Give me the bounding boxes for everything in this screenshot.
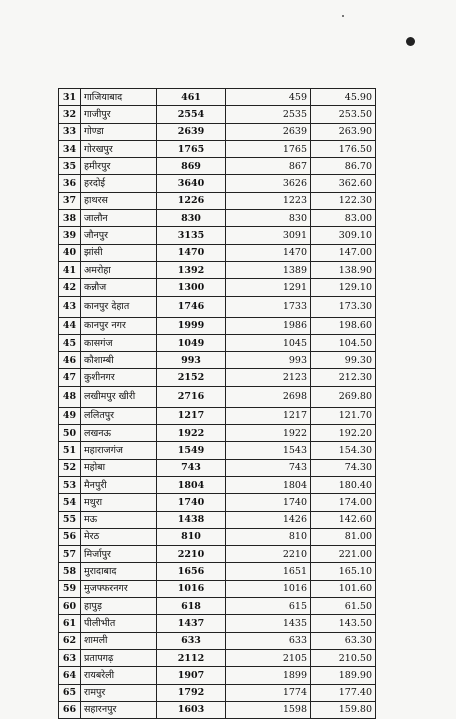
- value-column-2-cell: 2535: [226, 106, 311, 123]
- value-column-3-cell: 74.30: [311, 459, 376, 476]
- table-row: [59, 580, 376, 597]
- value-column-3-cell: 142.60: [311, 511, 376, 528]
- table-row: [59, 386, 376, 407]
- district-name-cell: गाजीपुर: [81, 106, 157, 123]
- serial-number-cell: 59: [59, 580, 81, 597]
- district-name-cell: कन्नौज: [81, 279, 157, 296]
- district-name-cell: रायबरेली: [81, 667, 157, 684]
- district-name-cell: शामली: [81, 632, 157, 649]
- value-column-3-cell: 176.50: [311, 140, 376, 157]
- serial-number-cell: 38: [59, 210, 81, 227]
- value-column-2-cell: 1223: [226, 192, 311, 209]
- value-column-3-cell: 83.00: [311, 210, 376, 227]
- value-column-3-cell: 192.20: [311, 425, 376, 442]
- table-row: [59, 106, 376, 123]
- district-name-cell: कुशीनगर: [81, 369, 157, 386]
- value-column-3-cell: 45.90: [311, 89, 376, 106]
- serial-number-cell: 54: [59, 494, 81, 511]
- value-column-1-cell: 1049: [157, 334, 226, 351]
- value-column-3-cell: 309.10: [311, 227, 376, 244]
- value-column-2-cell: 1774: [226, 684, 311, 701]
- serial-number-cell: 39: [59, 227, 81, 244]
- value-column-2-cell: 1922: [226, 425, 311, 442]
- value-column-2-cell: 1045: [226, 334, 311, 351]
- table-body: [59, 89, 376, 719]
- table-row: [59, 140, 376, 157]
- value-column-3-cell: 99.30: [311, 352, 376, 369]
- value-column-2-cell: 2639: [226, 123, 311, 140]
- value-column-3-cell: 212.30: [311, 369, 376, 386]
- table-row: [59, 667, 376, 684]
- value-column-1-cell: 618: [157, 598, 226, 615]
- district-name-cell: मिर्जापुर: [81, 546, 157, 563]
- table-row: [59, 407, 376, 424]
- value-column-1-cell: 461: [157, 89, 226, 106]
- value-column-3-cell: 362.60: [311, 175, 376, 192]
- table-row: [59, 701, 376, 718]
- scan-dot: [406, 37, 415, 46]
- value-column-3-cell: 189.90: [311, 667, 376, 684]
- table-row: [59, 476, 376, 493]
- serial-number-cell: 63: [59, 649, 81, 666]
- serial-number-cell: 32: [59, 106, 81, 123]
- serial-number-cell: 58: [59, 563, 81, 580]
- table-row: [59, 158, 376, 175]
- value-column-2-cell: 1598: [226, 701, 311, 718]
- value-column-3-cell: 122.30: [311, 192, 376, 209]
- table-row: [59, 684, 376, 701]
- value-column-3-cell: 143.50: [311, 615, 376, 632]
- value-column-1-cell: 2152: [157, 369, 226, 386]
- table-row: [59, 615, 376, 632]
- value-column-1-cell: 633: [157, 632, 226, 649]
- table-row: [59, 511, 376, 528]
- district-name-cell: लखनऊ: [81, 425, 157, 442]
- table-row: [59, 352, 376, 369]
- value-column-2-cell: 1470: [226, 244, 311, 261]
- value-column-2-cell: 459: [226, 89, 311, 106]
- value-column-1-cell: 830: [157, 210, 226, 227]
- value-column-1-cell: 1792: [157, 684, 226, 701]
- value-column-2-cell: 1765: [226, 140, 311, 157]
- serial-number-cell: 37: [59, 192, 81, 209]
- value-column-2-cell: 1217: [226, 407, 311, 424]
- district-table: [58, 88, 376, 719]
- value-column-2-cell: 1426: [226, 511, 311, 528]
- value-column-1-cell: 1392: [157, 261, 226, 278]
- value-column-2-cell: 743: [226, 459, 311, 476]
- table-row: [59, 442, 376, 459]
- serial-number-cell: 51: [59, 442, 81, 459]
- serial-number-cell: 49: [59, 407, 81, 424]
- table-row: [59, 261, 376, 278]
- value-column-2-cell: 633: [226, 632, 311, 649]
- value-column-3-cell: 81.00: [311, 528, 376, 545]
- table-row: [59, 175, 376, 192]
- serial-number-cell: 40: [59, 244, 81, 261]
- table-row: [59, 244, 376, 261]
- serial-number-cell: 52: [59, 459, 81, 476]
- value-column-1-cell: 743: [157, 459, 226, 476]
- serial-number-cell: 36: [59, 175, 81, 192]
- value-column-3-cell: 147.00: [311, 244, 376, 261]
- district-name-cell: मुजफ्फरनगर: [81, 580, 157, 597]
- value-column-2-cell: 1543: [226, 442, 311, 459]
- table-row: [59, 528, 376, 545]
- value-column-2-cell: 1016: [226, 580, 311, 597]
- value-column-1-cell: 1217: [157, 407, 226, 424]
- serial-number-cell: 53: [59, 476, 81, 493]
- value-column-2-cell: 2210: [226, 546, 311, 563]
- value-column-3-cell: 121.70: [311, 407, 376, 424]
- table-row: [59, 192, 376, 209]
- value-column-1-cell: 2554: [157, 106, 226, 123]
- value-column-3-cell: 129.10: [311, 279, 376, 296]
- value-column-1-cell: 869: [157, 158, 226, 175]
- table-row: [59, 649, 376, 666]
- value-column-1-cell: 1804: [157, 476, 226, 493]
- value-column-3-cell: 263.90: [311, 123, 376, 140]
- value-column-1-cell: 1549: [157, 442, 226, 459]
- value-column-2-cell: 1389: [226, 261, 311, 278]
- value-column-2-cell: 1435: [226, 615, 311, 632]
- district-name-cell: ललितपुर: [81, 407, 157, 424]
- value-column-1-cell: 2716: [157, 386, 226, 407]
- value-column-1-cell: 993: [157, 352, 226, 369]
- table-row: [59, 546, 376, 563]
- value-column-3-cell: 104.50: [311, 334, 376, 351]
- table-row: [59, 89, 376, 106]
- value-column-1-cell: 1740: [157, 494, 226, 511]
- value-column-1-cell: 1656: [157, 563, 226, 580]
- table-row: [59, 369, 376, 386]
- serial-number-cell: 41: [59, 261, 81, 278]
- value-column-1-cell: 2112: [157, 649, 226, 666]
- scan-speck: [342, 15, 344, 17]
- value-column-1-cell: 2639: [157, 123, 226, 140]
- district-name-cell: मैनपुरी: [81, 476, 157, 493]
- district-name-cell: हमीरपुर: [81, 158, 157, 175]
- serial-number-cell: 64: [59, 667, 81, 684]
- table-row: [59, 227, 376, 244]
- serial-number-cell: 46: [59, 352, 81, 369]
- value-column-1-cell: 3640: [157, 175, 226, 192]
- value-column-1-cell: 1999: [157, 317, 226, 334]
- district-name-cell: हापुड़: [81, 598, 157, 615]
- table-row: [59, 317, 376, 334]
- district-name-cell: लखीमपुर खीरी: [81, 386, 157, 407]
- district-name-cell: कासगंज: [81, 334, 157, 351]
- value-column-2-cell: 1740: [226, 494, 311, 511]
- table-row: [59, 210, 376, 227]
- district-name-cell: रामपुर: [81, 684, 157, 701]
- value-column-2-cell: 867: [226, 158, 311, 175]
- serial-number-cell: 44: [59, 317, 81, 334]
- table-row: [59, 459, 376, 476]
- serial-number-cell: 60: [59, 598, 81, 615]
- value-column-2-cell: 2123: [226, 369, 311, 386]
- table-row: [59, 632, 376, 649]
- serial-number-cell: 47: [59, 369, 81, 386]
- value-column-3-cell: 253.50: [311, 106, 376, 123]
- value-column-3-cell: 177.40: [311, 684, 376, 701]
- district-name-cell: महोबा: [81, 459, 157, 476]
- table-row: [59, 494, 376, 511]
- value-column-1-cell: 1300: [157, 279, 226, 296]
- serial-number-cell: 34: [59, 140, 81, 157]
- district-name-cell: मऊ: [81, 511, 157, 528]
- table-row: [59, 425, 376, 442]
- serial-number-cell: 56: [59, 528, 81, 545]
- value-column-2-cell: 2105: [226, 649, 311, 666]
- serial-number-cell: 35: [59, 158, 81, 175]
- value-column-3-cell: 165.10: [311, 563, 376, 580]
- table-row: [59, 279, 376, 296]
- serial-number-cell: 48: [59, 386, 81, 407]
- table-row: [59, 296, 376, 317]
- value-column-2-cell: 1804: [226, 476, 311, 493]
- value-column-2-cell: 2698: [226, 386, 311, 407]
- table-row: [59, 563, 376, 580]
- value-column-3-cell: 63.30: [311, 632, 376, 649]
- serial-number-cell: 31: [59, 89, 81, 106]
- serial-number-cell: 50: [59, 425, 81, 442]
- value-column-2-cell: 1733: [226, 296, 311, 317]
- serial-number-cell: 43: [59, 296, 81, 317]
- table-row: [59, 123, 376, 140]
- district-name-cell: जौनपुर: [81, 227, 157, 244]
- serial-number-cell: 45: [59, 334, 81, 351]
- serial-number-cell: 57: [59, 546, 81, 563]
- serial-number-cell: 55: [59, 511, 81, 528]
- value-column-2-cell: 1651: [226, 563, 311, 580]
- table-row: [59, 334, 376, 351]
- value-column-3-cell: 269.80: [311, 386, 376, 407]
- value-column-3-cell: 86.70: [311, 158, 376, 175]
- value-column-2-cell: 615: [226, 598, 311, 615]
- district-name-cell: हरदोई: [81, 175, 157, 192]
- value-column-3-cell: 198.60: [311, 317, 376, 334]
- district-name-cell: प्रतापगढ़: [81, 649, 157, 666]
- district-name-cell: गाजियाबाद: [81, 89, 157, 106]
- value-column-1-cell: 1470: [157, 244, 226, 261]
- value-column-1-cell: 1603: [157, 701, 226, 718]
- serial-number-cell: 33: [59, 123, 81, 140]
- value-column-1-cell: 1226: [157, 192, 226, 209]
- value-column-3-cell: 154.30: [311, 442, 376, 459]
- serial-number-cell: 66: [59, 701, 81, 718]
- district-name-cell: कानपुर नगर: [81, 317, 157, 334]
- value-column-3-cell: 174.00: [311, 494, 376, 511]
- district-name-cell: मथुरा: [81, 494, 157, 511]
- value-column-2-cell: 993: [226, 352, 311, 369]
- value-column-1-cell: 1746: [157, 296, 226, 317]
- value-column-3-cell: 159.80: [311, 701, 376, 718]
- value-column-3-cell: 221.00: [311, 546, 376, 563]
- district-name-cell: सहारनपुर: [81, 701, 157, 718]
- serial-number-cell: 61: [59, 615, 81, 632]
- value-column-1-cell: 1765: [157, 140, 226, 157]
- value-column-2-cell: 1899: [226, 667, 311, 684]
- district-name-cell: मुरादाबाद: [81, 563, 157, 580]
- value-column-3-cell: 173.30: [311, 296, 376, 317]
- value-column-2-cell: 3091: [226, 227, 311, 244]
- district-name-cell: पीलीभीत: [81, 615, 157, 632]
- district-name-cell: मेरठ: [81, 528, 157, 545]
- district-name-cell: जालौन: [81, 210, 157, 227]
- value-column-1-cell: 1016: [157, 580, 226, 597]
- value-column-1-cell: 2210: [157, 546, 226, 563]
- district-name-cell: झांसी: [81, 244, 157, 261]
- serial-number-cell: 42: [59, 279, 81, 296]
- value-column-1-cell: 1922: [157, 425, 226, 442]
- value-column-3-cell: 210.50: [311, 649, 376, 666]
- value-column-3-cell: 101.60: [311, 580, 376, 597]
- value-column-2-cell: 1291: [226, 279, 311, 296]
- value-column-1-cell: 810: [157, 528, 226, 545]
- value-column-1-cell: 1437: [157, 615, 226, 632]
- value-column-2-cell: 3626: [226, 175, 311, 192]
- value-column-3-cell: 180.40: [311, 476, 376, 493]
- value-column-3-cell: 61.50: [311, 598, 376, 615]
- serial-number-cell: 62: [59, 632, 81, 649]
- district-name-cell: गोरखपुर: [81, 140, 157, 157]
- serial-number-cell: 65: [59, 684, 81, 701]
- table-row: [59, 598, 376, 615]
- value-column-3-cell: 138.90: [311, 261, 376, 278]
- value-column-2-cell: 1986: [226, 317, 311, 334]
- district-name-cell: महाराजगंज: [81, 442, 157, 459]
- district-name-cell: गोण्डा: [81, 123, 157, 140]
- value-column-2-cell: 830: [226, 210, 311, 227]
- value-column-1-cell: 1907: [157, 667, 226, 684]
- value-column-2-cell: 810: [226, 528, 311, 545]
- district-name-cell: अमरोहा: [81, 261, 157, 278]
- value-column-1-cell: 3135: [157, 227, 226, 244]
- district-name-cell: हाथरस: [81, 192, 157, 209]
- value-column-1-cell: 1438: [157, 511, 226, 528]
- district-name-cell: कौशाम्बी: [81, 352, 157, 369]
- district-name-cell: कानपुर देहात: [81, 296, 157, 317]
